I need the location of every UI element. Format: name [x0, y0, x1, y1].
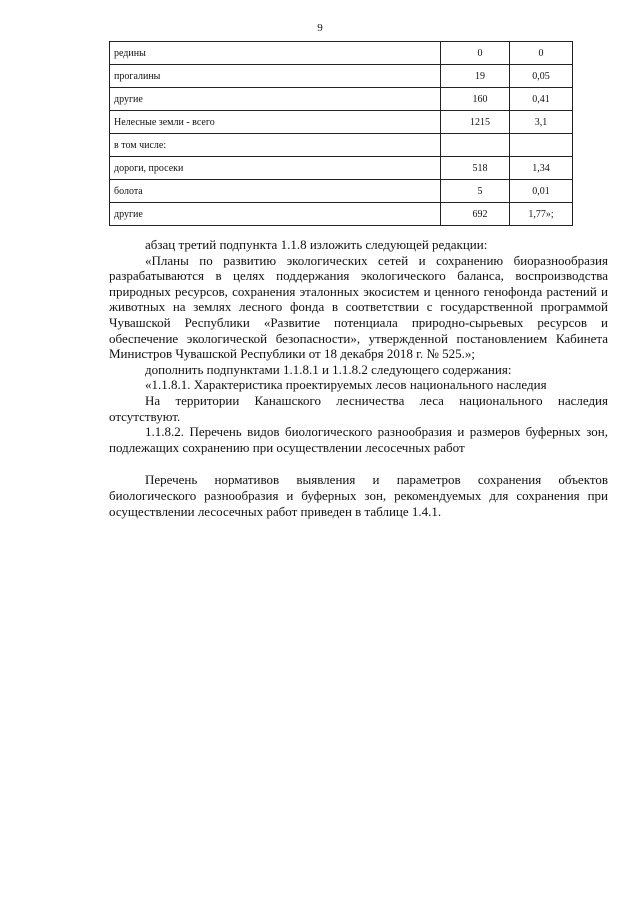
- row-area: 692: [441, 203, 510, 226]
- row-area: 1215: [441, 111, 510, 134]
- row-area: 518: [441, 157, 510, 180]
- row-percent: 0: [510, 42, 573, 65]
- row-name: дороги, просеки: [110, 157, 441, 180]
- paragraph-add-subclauses: дополнить подпунктами 1.1.8.1 и 1.1.8.2 следующего содержания:: [145, 361, 512, 377]
- table-row: [110, 42, 573, 65]
- table-row: [110, 180, 573, 203]
- paragraph-heading-1-1-8-2: 1.1.8.2. Перечень видов биологического разнообразия и размеров буферных зон, подлежащих сохранению при осуществлении лесосечных работ: [109, 424, 608, 455]
- row-name: другие: [110, 88, 441, 111]
- row-area: 0: [441, 42, 510, 65]
- row-name: болота: [110, 180, 441, 203]
- table-row: [110, 203, 573, 226]
- paragraph-heading-1-1-8-1: «1.1.8.1. Характеристика проектируемых лесов национального наследия: [145, 377, 547, 393]
- paragraph-table-reference: Перечень нормативов выявления и параметров сохранения объектов биологического разнообразия и буферных зон, рекомендуемых для сохранения при осуществлении лесосечных работ приведен в таблице 1.4.1.: [109, 472, 608, 519]
- paragraph-biodiversity-plans: «Планы по развитию экологических сетей и сохранению биоразнообразия разрабатываются в целях поддержания экологического баланса, воспроизводства природных ресурсов, сохранения эталонных экосистем и ценного генофонда растений и животных на землях лесного фонда в соответствии с государственной программой Чувашской Республики «Развитие потенциала природно-сырьевых ресурсов и обеспечение экологической безопасности», утвержденной постановлением Кабинета Министров Чувашской Республики от 18 декабря 2018 г. № 525.»;: [109, 252, 608, 362]
- row-percent: 0,41: [510, 88, 573, 111]
- table-row: [110, 134, 573, 157]
- row-area: 160: [441, 88, 510, 111]
- land-area-table: [109, 41, 573, 226]
- paragraph-amendment-intro: абзац третий подпункта 1.1.8 изложить следующей редакции:: [145, 237, 488, 252]
- row-name: прогалины: [110, 65, 441, 88]
- paragraph-national-heritage: На территории Канашского лесничества леса национального наследия отсутствуют.: [109, 392, 608, 424]
- row-name: Нелесные земли - всего: [110, 111, 441, 134]
- table-row: [110, 157, 573, 180]
- table-row: [110, 65, 573, 88]
- body-text: [109, 237, 608, 519]
- row-name: редины: [110, 42, 441, 65]
- row-percent: 0,05: [510, 65, 573, 88]
- row-area: 19: [441, 65, 510, 88]
- row-name: в том числе:: [110, 134, 441, 157]
- row-area: [441, 134, 510, 157]
- page-number: 9: [317, 22, 323, 34]
- row-area: 5: [441, 180, 510, 203]
- table-row: [110, 88, 573, 111]
- row-percent: 0,01: [510, 180, 573, 203]
- row-percent: 1,34: [510, 157, 573, 180]
- table-row: [110, 111, 573, 134]
- row-name: другие: [110, 203, 441, 226]
- row-percent: 3,1: [510, 111, 573, 134]
- row-percent: [510, 134, 573, 157]
- row-percent: 1,77»;: [510, 203, 573, 226]
